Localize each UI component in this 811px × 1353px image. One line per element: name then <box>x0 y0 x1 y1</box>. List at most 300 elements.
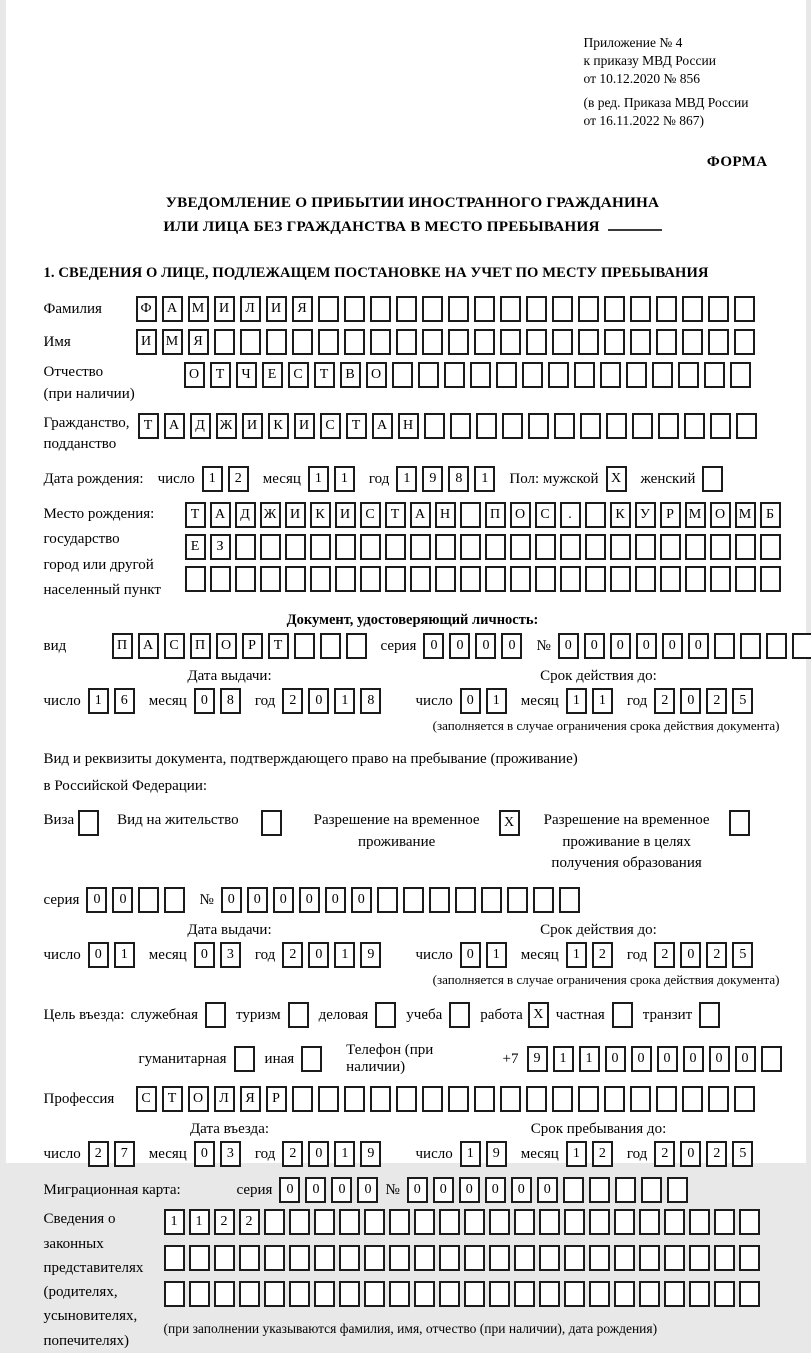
form-cell[interactable] <box>639 1209 660 1235</box>
form-cell[interactable] <box>714 633 735 659</box>
form-cell[interactable] <box>554 413 575 439</box>
form-cell[interactable] <box>318 296 339 322</box>
form-cell[interactable]: Т <box>346 413 367 439</box>
form-cell[interactable] <box>548 362 569 388</box>
form-cell[interactable]: 5 <box>732 1141 753 1167</box>
form-cell[interactable]: И <box>285 502 306 528</box>
form-cell[interactable]: X <box>528 1002 549 1028</box>
form-cell[interactable]: 1 <box>486 942 507 968</box>
purpose-commercial-checkbox[interactable] <box>375 1002 396 1028</box>
form-cell[interactable]: 0 <box>610 633 631 659</box>
form-cell[interactable] <box>339 1281 360 1307</box>
form-cell[interactable] <box>664 1245 685 1271</box>
form-cell[interactable]: Ж <box>216 413 237 439</box>
form-cell[interactable] <box>392 362 413 388</box>
form-cell[interactable] <box>614 1209 635 1235</box>
form-cell[interactable]: 0 <box>299 887 320 913</box>
form-cell[interactable] <box>626 362 647 388</box>
form-cell[interactable]: Ф <box>136 296 157 322</box>
form-cell[interactable] <box>370 1086 391 1112</box>
form-cell[interactable] <box>389 1245 410 1271</box>
form-cell[interactable] <box>734 296 755 322</box>
form-cell[interactable] <box>552 329 573 355</box>
form-cell[interactable]: 9 <box>486 1141 507 1167</box>
form-cell[interactable] <box>339 1209 360 1235</box>
form-cell[interactable] <box>689 1209 710 1235</box>
form-cell[interactable]: 1 <box>592 688 613 714</box>
stay-year-input[interactable] <box>654 1141 753 1167</box>
form-cell[interactable] <box>559 887 580 913</box>
form-cell[interactable] <box>685 566 706 592</box>
form-cell[interactable]: 0 <box>194 1141 215 1167</box>
form-cell[interactable] <box>526 296 547 322</box>
issue-day-input[interactable] <box>88 688 135 714</box>
form-cell[interactable] <box>410 566 431 592</box>
form-cell[interactable]: 0 <box>357 1177 378 1203</box>
form-cell[interactable] <box>314 1209 335 1235</box>
form-cell[interactable] <box>792 633 811 659</box>
form-cell[interactable] <box>410 534 431 560</box>
form-cell[interactable]: 1 <box>566 1141 587 1167</box>
entry-month-input[interactable] <box>194 1141 241 1167</box>
birth-place-row1-input[interactable] <box>185 502 781 528</box>
form-cell[interactable] <box>439 1281 460 1307</box>
form-cell[interactable] <box>682 329 703 355</box>
residence-permit-checkbox[interactable] <box>261 810 282 836</box>
form-cell[interactable] <box>641 1177 662 1203</box>
form-cell[interactable] <box>414 1209 435 1235</box>
form-cell[interactable]: 0 <box>86 887 107 913</box>
form-cell[interactable]: П <box>190 633 211 659</box>
form-cell[interactable]: 5 <box>732 942 753 968</box>
form-cell[interactable] <box>766 633 787 659</box>
form-cell[interactable] <box>481 887 502 913</box>
form-cell[interactable] <box>510 566 531 592</box>
form-cell[interactable] <box>578 1086 599 1112</box>
form-cell[interactable]: Е <box>262 362 283 388</box>
doc-number-input[interactable] <box>558 633 811 659</box>
form-cell[interactable] <box>710 413 731 439</box>
entry-year-input[interactable] <box>282 1141 381 1167</box>
form-cell[interactable] <box>735 566 756 592</box>
form-cell[interactable]: Р <box>242 633 263 659</box>
form-cell[interactable] <box>535 566 556 592</box>
form-cell[interactable] <box>760 566 781 592</box>
migration-series-input[interactable] <box>279 1177 378 1203</box>
form-cell[interactable] <box>660 534 681 560</box>
form-cell[interactable]: 1 <box>334 688 355 714</box>
form-cell[interactable]: 0 <box>683 1046 704 1072</box>
form-cell[interactable]: А <box>210 502 231 528</box>
form-cell[interactable] <box>422 296 443 322</box>
birth-year-input[interactable] <box>396 466 495 492</box>
form-cell[interactable] <box>418 362 439 388</box>
form-cell[interactable]: 0 <box>584 633 605 659</box>
representatives-row1-input[interactable] <box>164 1209 760 1235</box>
form-cell[interactable]: 0 <box>460 942 481 968</box>
form-cell[interactable] <box>632 413 653 439</box>
form-cell[interactable]: 0 <box>537 1177 558 1203</box>
form-cell[interactable] <box>600 362 621 388</box>
form-cell[interactable] <box>710 566 731 592</box>
form-cell[interactable]: 0 <box>460 688 481 714</box>
form-cell[interactable] <box>660 566 681 592</box>
form-cell[interactable]: К <box>268 413 289 439</box>
residence-series-input[interactable] <box>86 887 185 913</box>
expiry-day-input[interactable] <box>460 688 507 714</box>
residence-issue-year-input[interactable] <box>282 942 381 968</box>
form-cell[interactable] <box>664 1281 685 1307</box>
form-cell[interactable] <box>589 1209 610 1235</box>
form-cell[interactable]: 0 <box>605 1046 626 1072</box>
form-cell[interactable] <box>560 534 581 560</box>
form-cell[interactable]: 8 <box>220 688 241 714</box>
form-cell[interactable] <box>735 534 756 560</box>
form-cell[interactable]: Б <box>760 502 781 528</box>
form-cell[interactable]: 0 <box>735 1046 756 1072</box>
form-cell[interactable] <box>389 1209 410 1235</box>
citizenship-input[interactable] <box>138 413 757 439</box>
form-cell[interactable]: 2 <box>654 942 675 968</box>
doc-kind-input[interactable] <box>112 633 367 659</box>
form-cell[interactable]: 0 <box>680 942 701 968</box>
birth-place-row3-input[interactable] <box>185 566 781 592</box>
form-cell[interactable] <box>522 362 543 388</box>
form-cell[interactable]: 2 <box>592 1141 613 1167</box>
form-cell[interactable]: 0 <box>558 633 579 659</box>
birth-month-input[interactable] <box>308 466 355 492</box>
form-cell[interactable] <box>612 1002 633 1028</box>
form-cell[interactable]: Ч <box>236 362 257 388</box>
form-cell[interactable] <box>606 413 627 439</box>
form-cell[interactable]: 2 <box>282 942 303 968</box>
form-cell[interactable]: 2 <box>88 1141 109 1167</box>
form-cell[interactable]: 8 <box>360 688 381 714</box>
form-cell[interactable]: Т <box>138 413 159 439</box>
form-cell[interactable]: И <box>242 413 263 439</box>
stay-day-input[interactable] <box>460 1141 507 1167</box>
form-cell[interactable] <box>704 362 725 388</box>
form-cell[interactable] <box>574 362 595 388</box>
form-cell[interactable] <box>689 1245 710 1271</box>
form-cell[interactable] <box>285 534 306 560</box>
form-cell[interactable] <box>396 1086 417 1112</box>
form-cell[interactable] <box>403 887 424 913</box>
form-cell[interactable] <box>500 1086 521 1112</box>
form-cell[interactable]: 0 <box>308 688 329 714</box>
profession-input[interactable] <box>136 1086 755 1112</box>
form-cell[interactable] <box>385 534 406 560</box>
form-cell[interactable]: 3 <box>220 942 241 968</box>
form-cell[interactable]: Е <box>185 534 206 560</box>
form-cell[interactable] <box>589 1177 610 1203</box>
form-cell[interactable] <box>510 534 531 560</box>
form-cell[interactable]: 0 <box>662 633 683 659</box>
form-cell[interactable] <box>664 1209 685 1235</box>
expiry-month-input[interactable] <box>566 688 613 714</box>
form-cell[interactable]: 1 <box>334 942 355 968</box>
form-cell[interactable] <box>614 1245 635 1271</box>
form-cell[interactable]: 1 <box>88 688 109 714</box>
form-cell[interactable] <box>610 534 631 560</box>
form-cell[interactable]: 0 <box>449 633 470 659</box>
form-cell[interactable] <box>435 534 456 560</box>
form-cell[interactable]: 1 <box>486 688 507 714</box>
form-cell[interactable] <box>360 534 381 560</box>
form-cell[interactable] <box>734 329 755 355</box>
form-cell[interactable] <box>214 329 235 355</box>
form-cell[interactable] <box>439 1245 460 1271</box>
form-cell[interactable] <box>422 1086 443 1112</box>
purpose-study-checkbox[interactable] <box>449 1002 470 1028</box>
form-cell[interactable] <box>292 1086 313 1112</box>
form-cell[interactable] <box>604 1086 625 1112</box>
form-cell[interactable] <box>560 566 581 592</box>
form-cell[interactable]: 2 <box>214 1209 235 1235</box>
form-cell[interactable]: О <box>710 502 731 528</box>
form-cell[interactable] <box>585 534 606 560</box>
form-cell[interactable]: 0 <box>459 1177 480 1203</box>
form-cell[interactable] <box>578 329 599 355</box>
form-cell[interactable]: В <box>340 362 361 388</box>
form-cell[interactable]: 0 <box>433 1177 454 1203</box>
form-cell[interactable] <box>474 1086 495 1112</box>
form-cell[interactable]: 2 <box>282 1141 303 1167</box>
form-cell[interactable] <box>714 1245 735 1271</box>
representatives-row2-input[interactable] <box>164 1245 760 1271</box>
form-cell[interactable]: 0 <box>279 1177 300 1203</box>
form-cell[interactable]: 2 <box>654 688 675 714</box>
form-cell[interactable]: О <box>366 362 387 388</box>
form-cell[interactable] <box>320 633 341 659</box>
form-cell[interactable] <box>539 1245 560 1271</box>
form-cell[interactable] <box>552 1086 573 1112</box>
form-cell[interactable] <box>514 1209 535 1235</box>
form-cell[interactable]: А <box>138 633 159 659</box>
form-cell[interactable]: 3 <box>220 1141 241 1167</box>
form-cell[interactable]: 5 <box>732 688 753 714</box>
form-cell[interactable]: С <box>320 413 341 439</box>
form-cell[interactable] <box>539 1209 560 1235</box>
form-cell[interactable]: 1 <box>334 1141 355 1167</box>
form-cell[interactable] <box>260 566 281 592</box>
purpose-business-checkbox[interactable] <box>205 1002 226 1028</box>
form-cell[interactable]: 0 <box>308 942 329 968</box>
form-cell[interactable] <box>292 329 313 355</box>
form-cell[interactable] <box>526 329 547 355</box>
form-cell[interactable]: 1 <box>553 1046 574 1072</box>
form-cell[interactable] <box>189 1245 210 1271</box>
form-cell[interactable] <box>455 887 476 913</box>
form-cell[interactable] <box>708 296 729 322</box>
form-cell[interactable]: С <box>360 502 381 528</box>
form-cell[interactable]: X <box>606 466 627 492</box>
form-cell[interactable]: 0 <box>273 887 294 913</box>
form-cell[interactable]: 1 <box>460 1141 481 1167</box>
form-cell[interactable] <box>264 1209 285 1235</box>
form-cell[interactable] <box>658 413 679 439</box>
form-cell[interactable] <box>344 296 365 322</box>
form-cell[interactable] <box>448 329 469 355</box>
purpose-transit-checkbox[interactable] <box>699 1002 720 1028</box>
form-cell[interactable]: 1 <box>164 1209 185 1235</box>
form-cell[interactable]: 2 <box>592 942 613 968</box>
form-cell[interactable]: 2 <box>282 688 303 714</box>
form-cell[interactable] <box>464 1245 485 1271</box>
form-cell[interactable]: О <box>510 502 531 528</box>
form-cell[interactable] <box>235 534 256 560</box>
form-cell[interactable] <box>564 1281 585 1307</box>
form-cell[interactable]: 0 <box>636 633 657 659</box>
form-cell[interactable] <box>589 1281 610 1307</box>
form-cell[interactable] <box>507 887 528 913</box>
expiry-year-input[interactable] <box>654 688 753 714</box>
form-cell[interactable]: . <box>560 502 581 528</box>
form-cell[interactable]: 9 <box>527 1046 548 1072</box>
form-cell[interactable]: З <box>210 534 231 560</box>
form-cell[interactable] <box>610 566 631 592</box>
form-cell[interactable]: 0 <box>511 1177 532 1203</box>
form-cell[interactable] <box>450 413 471 439</box>
form-cell[interactable] <box>635 566 656 592</box>
form-cell[interactable]: 0 <box>308 1141 329 1167</box>
form-cell[interactable] <box>318 329 339 355</box>
doc-series-input[interactable] <box>423 633 522 659</box>
form-cell[interactable] <box>289 1209 310 1235</box>
form-cell[interactable]: 0 <box>680 1141 701 1167</box>
sex-male-checkbox[interactable] <box>606 466 627 492</box>
form-cell[interactable] <box>346 633 367 659</box>
form-cell[interactable] <box>335 566 356 592</box>
form-cell[interactable]: Т <box>385 502 406 528</box>
form-cell[interactable]: 0 <box>709 1046 730 1072</box>
form-cell[interactable]: О <box>188 1086 209 1112</box>
residence-expiry-year-input[interactable] <box>654 942 753 968</box>
form-cell[interactable] <box>476 413 497 439</box>
issue-year-input[interactable] <box>282 688 381 714</box>
form-cell[interactable] <box>489 1209 510 1235</box>
form-cell[interactable]: Д <box>190 413 211 439</box>
form-cell[interactable]: А <box>162 296 183 322</box>
form-cell[interactable] <box>314 1281 335 1307</box>
form-cell[interactable] <box>514 1245 535 1271</box>
form-cell[interactable] <box>667 1177 688 1203</box>
form-cell[interactable]: 0 <box>688 633 709 659</box>
form-cell[interactable] <box>234 1046 255 1072</box>
form-cell[interactable]: М <box>162 329 183 355</box>
form-cell[interactable]: Л <box>214 1086 235 1112</box>
form-cell[interactable]: 1 <box>189 1209 210 1235</box>
form-cell[interactable] <box>485 534 506 560</box>
form-cell[interactable]: С <box>164 633 185 659</box>
form-cell[interactable] <box>460 566 481 592</box>
form-cell[interactable] <box>684 413 705 439</box>
temp-residence-education-checkbox[interactable] <box>729 810 750 836</box>
form-cell[interactable] <box>339 1245 360 1271</box>
form-cell[interactable]: А <box>164 413 185 439</box>
form-cell[interactable]: П <box>485 502 506 528</box>
form-cell[interactable]: 9 <box>360 942 381 968</box>
form-cell[interactable]: А <box>372 413 393 439</box>
form-cell[interactable] <box>396 296 417 322</box>
form-cell[interactable]: М <box>188 296 209 322</box>
form-cell[interactable]: 2 <box>239 1209 260 1235</box>
form-cell[interactable] <box>699 1002 720 1028</box>
form-cell[interactable] <box>364 1209 385 1235</box>
form-cell[interactable]: К <box>310 502 331 528</box>
form-cell[interactable] <box>630 296 651 322</box>
form-cell[interactable] <box>414 1245 435 1271</box>
form-cell[interactable] <box>235 566 256 592</box>
form-cell[interactable] <box>385 566 406 592</box>
form-cell[interactable] <box>396 329 417 355</box>
residence-expiry-month-input[interactable] <box>566 942 613 968</box>
form-cell[interactable]: Д <box>235 502 256 528</box>
form-cell[interactable]: Н <box>398 413 419 439</box>
form-cell[interactable] <box>500 329 521 355</box>
form-cell[interactable]: 0 <box>305 1177 326 1203</box>
phone-input[interactable] <box>527 1046 782 1072</box>
form-cell[interactable] <box>389 1281 410 1307</box>
form-cell[interactable] <box>635 534 656 560</box>
form-cell[interactable] <box>729 810 750 836</box>
form-cell[interactable]: 2 <box>706 1141 727 1167</box>
form-cell[interactable] <box>639 1281 660 1307</box>
visa-checkbox[interactable] <box>78 810 99 836</box>
form-cell[interactable] <box>264 1281 285 1307</box>
form-cell[interactable] <box>734 1086 755 1112</box>
form-cell[interactable] <box>736 413 757 439</box>
form-cell[interactable]: 0 <box>351 887 372 913</box>
form-cell[interactable] <box>439 1209 460 1235</box>
form-cell[interactable] <box>615 1177 636 1203</box>
form-cell[interactable]: 0 <box>631 1046 652 1072</box>
form-cell[interactable]: С <box>288 362 309 388</box>
form-cell[interactable]: 0 <box>423 633 444 659</box>
form-cell[interactable]: 1 <box>308 466 329 492</box>
form-cell[interactable]: 0 <box>485 1177 506 1203</box>
form-cell[interactable]: К <box>610 502 631 528</box>
form-cell[interactable] <box>260 534 281 560</box>
form-cell[interactable]: 0 <box>657 1046 678 1072</box>
form-cell[interactable]: 0 <box>501 633 522 659</box>
form-cell[interactable]: 6 <box>114 688 135 714</box>
form-cell[interactable] <box>240 329 261 355</box>
form-cell[interactable] <box>464 1281 485 1307</box>
temp-residence-checkbox[interactable] <box>499 810 520 836</box>
form-cell[interactable] <box>563 1177 584 1203</box>
form-cell[interactable] <box>214 1281 235 1307</box>
form-cell[interactable] <box>630 329 651 355</box>
form-cell[interactable]: 8 <box>448 466 469 492</box>
form-cell[interactable] <box>470 362 491 388</box>
form-cell[interactable] <box>496 362 517 388</box>
form-cell[interactable]: У <box>635 502 656 528</box>
form-cell[interactable] <box>464 1209 485 1235</box>
form-cell[interactable]: Р <box>660 502 681 528</box>
purpose-private-checkbox[interactable] <box>612 1002 633 1028</box>
form-cell[interactable] <box>364 1281 385 1307</box>
form-cell[interactable] <box>364 1245 385 1271</box>
form-cell[interactable]: М <box>735 502 756 528</box>
form-cell[interactable]: Р <box>266 1086 287 1112</box>
form-cell[interactable] <box>205 1002 226 1028</box>
form-cell[interactable] <box>739 1245 760 1271</box>
form-cell[interactable]: 0 <box>221 887 242 913</box>
form-cell[interactable] <box>164 1245 185 1271</box>
form-cell[interactable] <box>502 413 523 439</box>
form-cell[interactable]: 0 <box>194 688 215 714</box>
